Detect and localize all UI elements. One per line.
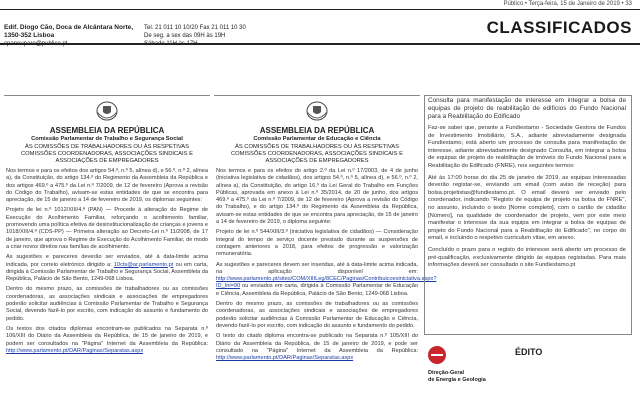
consult-paragraph: Concluído o prazo para o registo do interesse será aberto um processo de pré-qualificação, exclusivamente dirigido às equipas registadas. Para mais informações deverá ser consultado o site Fundiestamo.pt — [428, 246, 626, 269]
ad-educacao — [214, 95, 437, 401]
contact-address: Edif. Diogo Cão, Doca de Alcântara Norte, — [4, 24, 134, 31]
ad2-title: ASSEMBLEIA DA REPÚBLICA — [259, 126, 375, 135]
ad2-subtitle: Comissão Parlamentar de Educação e Ciência — [253, 136, 381, 142]
ad1-paragraph — [6, 326, 208, 355]
ad1-email-link[interactable]: 10cts@ar.parlamento.pt — [113, 261, 174, 268]
coat-of-arms-icon — [93, 98, 121, 122]
dgeg-logo-icon — [426, 344, 448, 366]
ad2-paragraph: Dentro do mesmo prazo, as comissões de trabalhadores ou as comissões coordenadoras, as associações sindicais e associações de empregadores poderão solicitar audiências à Comissão Parlamentar de Educação e Ciência, devendo fazê-lo por escrito, com indicação do assunto e fundamento do pedido. — [216, 301, 418, 329]
ad1-text: As sugestões e pareceres deverão ser enviados, até à data-limite acima indicada, por correio eletrónico dirigido a: — [6, 254, 208, 268]
ad1-paragraph — [6, 254, 208, 283]
ad2-paragraph: Nos termos e para os efeitos do artigo 2.º da Lei n.º 17/2003, de 4 de junho (iniciativa legislativa de cidadãos), dos artigos 54.º, n.º 5, alínea d), e 56.º, n.º 2, alínea a), da Constituição, do artigo 16.º da Lei Geral do Trabalho em Funções Públicas, aprovada em anexo à Lei n.º 35/2014, de 20 de junho, dos artigos 469.º a 475.º da Lei n.º 7/2009, de 12 de fevereiro (Aprova a revisão do Código do Trabalho), e do artigo 134.º do Regimento da Assembleia da República, avisam-se estas entidades de que se encontra para apreciação, de 15 de janeiro a 14 de fevereiro de 2019, o diploma seguinte: — [216, 168, 418, 226]
consult-paragraph: Até às 17:00 horas do dia 25 de janeiro de 2019, as equipas interessadas deverão registar-se, enviando um email (com aviso de receção) para bolsa.projetistas@fundiestamo.pt. O email deverá ser enviado pelo coordenador, indicando "Registo de equipa de projeto na bolsa do FNRE", no assunto, incluindo o texto [Nome completo], com o cartão de cidadão [Número], na qualidade de coordenador de projeto, vem por este meio manifestar o interesse da sua equipa em integrar a bolsa de equipas de projeto do Fundo Nacional para a Reabilitação do Edificado", no corpo do email, e incluindo o respetivo curriculum vitae, em anexo. — [428, 174, 626, 242]
ad2-paragraph — [216, 261, 437, 298]
ad2-paragraph — [216, 333, 418, 362]
ad1-body — [6, 168, 208, 358]
dgeg-logo-text — [428, 370, 486, 383]
publication-line: Público • Terça-feira, 15 de Janeiro de 2019 • 33 — [503, 1, 632, 7]
consult-body — [428, 97, 626, 274]
logo-line: Direção-Geral — [428, 370, 465, 376]
consult-heading: Consulta para manifestação de interesse em integrar a bolsa de equipas de projeto de reabilitação de edifícios do Fundo Nacional para a Reabilitação do Edificado — [428, 97, 626, 120]
consult-ad — [424, 95, 632, 400]
ad1-url-link[interactable]: http://www.parlamento.pt/DAR/Paginas/Separatas.aspx — [6, 347, 144, 354]
edito-heading: ÉDITO — [515, 347, 543, 357]
header-rule — [0, 9, 640, 10]
coat-of-arms-icon — [303, 98, 331, 122]
ad1-text: ou em carta, dirigida à Comissão Parlamentar de Trabalho e Segurança Social, Assembleia da República, Palácio de São Bento, 1249-068 Lisboa. — [6, 261, 208, 283]
ad1-text: Os textos dos citados diplomas encontram-se publicados na Separata n.º 106/XIII do Diário da Assembleia da República, de 15 de janeiro de 2019, e podem ser consultados na "Página" Internet da Assembleia da República: — [6, 325, 208, 347]
ad2-text: O texto do citado diploma encontra-se publicado na Separata n.º 105/XIII do Diário da Assembleia da República, de 15 de janeiro de 2019, e pode ser consultado na "Página" Internet da Assembleia da República: — [216, 333, 418, 354]
ad2-body — [216, 168, 437, 365]
ad2-paragraph: Projeto de lei n.º 544/XIII/3.ª (iniciativa legislativa de cidadãos) — Consideração integral do tempo de serviço docente prestado durante as suspensões de contagem anteriores a 2018, para efeitos de progressão e valorização remuneratória. — [216, 229, 418, 258]
ad1-paragraph: Nos termos e para os efeitos dos artigos 54.º, n.º 5, alínea d), e 56.º, n.º 2, alínea a), da Constituição, do artigo 134.º do Regimento da Assembleia da República e dos artigos 469.º a 475.º da Lei n.º 7/2009, de 12 de fevereiro (Aprova a revisão do Código do Trabalho), avisam-se estas entidades de que se encontra para apreciação, de 15 de janeiro a 14 de fevereiro de 2019, os diplomas seguintes: — [6, 168, 208, 204]
ad2-text: As sugestões e pareceres devem ser inseridas, até à data-limite acima indicada, na aplicação disponível em: — [216, 261, 418, 275]
ad-trabalho — [4, 95, 210, 401]
weekday-hours: De seg. a sex das 09H às 19H — [144, 33, 226, 39]
ad1-paragraph: Projeto de lei n.º 1012/XIII/4.ª (PAN) — Procede à alteração do Regime de Execução do Acolhimento Familiar, reforçando o acolhimento familiar, promovendo uma política efetiva de desinstitucionalização de crianças e jovens e 1018/XIII/4.ª (CDS-PP) — Primeira alteração ao Decreto-Lei n.º 11/2008, de 17 de janeiro, que aprova o Regime de Execução do Acolhimento Familiar, de modo a criar novos direitos nas famílias de acolhimento. — [6, 207, 208, 250]
ad2-url-link[interactable]: http://www.parlamento.pt/DAR/Paginas/Separatas.aspx — [216, 355, 354, 362]
consult-paragraph: Faz-se saber que, perante a Fundiestamo - Sociedade Gestora de Fundos de Investimento Imobiliário, S.A., adiante abreviadamente designada Fundiestamo, está aberto um processo de consulta para manifestação de interesse, adiante abreviadamente designado Consulta, em integrar a bolsa de equipas de projeto de reabilitação de imóveis do Fundo Nacional para a Reabilitação do Edificado (FNRE), nos seguintes termos: — [428, 125, 626, 169]
section-rule — [0, 43, 640, 45]
ad1-subtitle: Comissão Parlamentar de Trabalho e Segurança Social — [31, 136, 183, 142]
ad2-subtitle2: ÀS COMISSÕES DE TRABALHADORES OU ÀS RESPETIVAS COMISSÕES COORDENADORAS, ASSOCIAÇÕES SINDICAIS E ASSOCIAÇÕES DE EMPREGADORES — [230, 144, 403, 164]
ad1-subtitle2: ÀS COMISSÕES DE TRABALHADORES OU ÀS RESPETIVAS COMISSÕES COORDENADORAS, ASSOCIAÇÕES SINDICAIS E ASSOCIAÇÕES DE EMPREGADORES — [20, 144, 193, 164]
contact-phones: Tel. 21 011 10 10/20 Fax 21 011 10 30 — [144, 25, 246, 31]
logo-line: de Energia e Geologia — [428, 376, 486, 383]
ad1-title: ASSEMBLEIA DA REPÚBLICA — [49, 126, 165, 135]
ad1-paragraph: Dentro do mesmo prazo, as comissões de trabalhadores ou as comissões coordenadoras, as associações sindicais e associações de empregadores poderão solicitar audiências à Comissão Parlamentar de Trabalho e Segurança Social, devendo fazê-lo por escrito, com indicação do assunto e fundamento do pedido. — [6, 286, 208, 322]
ad2-text: ou enviados em carta, dirigida à Comissão Parlamentar de Educação e Ciência, Assembleia da República, Palácio de São Bento, 1249-068 Lisboa. — [216, 283, 418, 297]
contact-city: 1350-352 Lisboa — [4, 32, 55, 39]
ad2-url-link[interactable]: http://www.parlamento.pt/sites/COM/XIIILeg/8CEC/Paginas/Contribuicoesiniciativa.aspx?ID_Ini=90 — [216, 276, 437, 290]
section-title: CLASSIFICADOS — [486, 18, 632, 37]
